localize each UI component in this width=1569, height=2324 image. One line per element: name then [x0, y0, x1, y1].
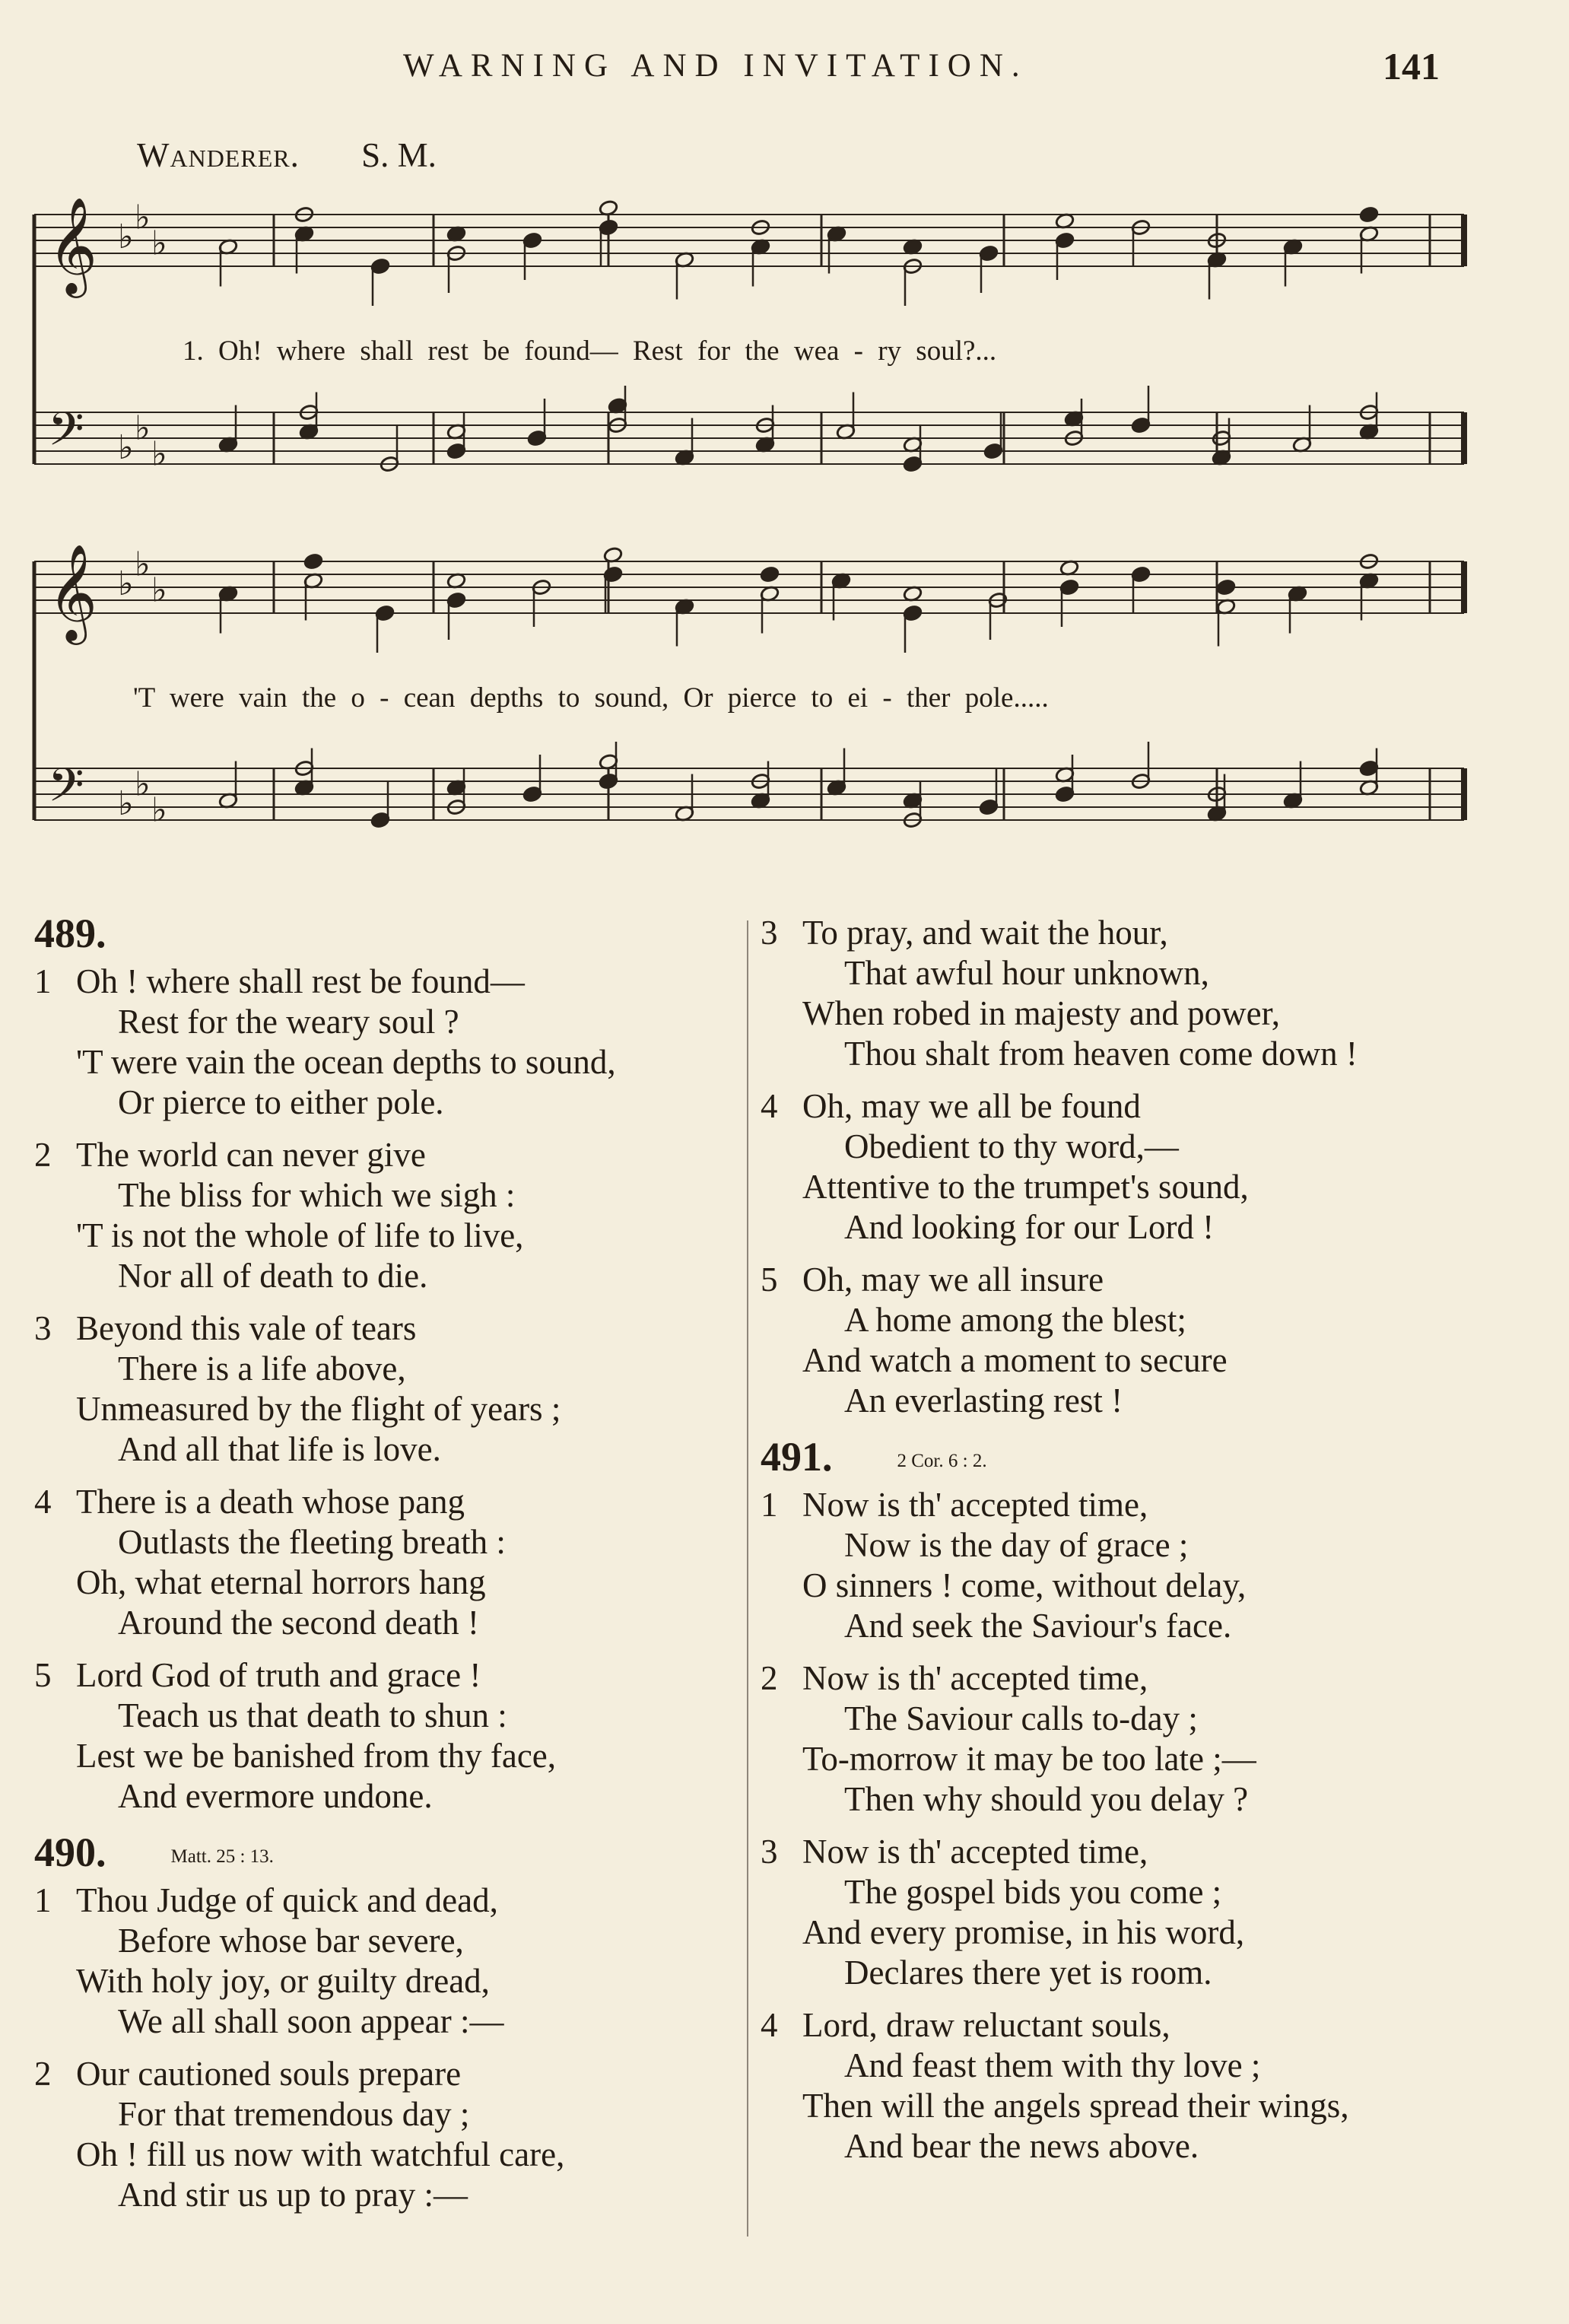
verse-text: And watch a moment to secure [802, 1341, 1228, 1379]
verse [34, 1135, 742, 1296]
verse-text: Now is th' accepted time, [802, 1486, 1148, 1524]
verse-text: Oh ! fill us now with watchful care, [76, 2135, 565, 2173]
verse-text: Then will the angels spread their wings, [802, 2087, 1349, 2125]
running-title: WARNING AND INVITATION. [403, 48, 1028, 84]
bass-clef-icon: 𝄢 [48, 758, 84, 824]
flat-icon: ♭ [118, 428, 134, 467]
verse-text: Now is th' accepted time, [802, 1659, 1148, 1697]
verse-line [761, 1699, 1536, 1739]
verse-number: 4 [34, 1483, 52, 1521]
verse [34, 1655, 742, 1817]
verse-line [34, 1256, 742, 1296]
verse-line [34, 1881, 742, 1921]
verse-line [34, 1349, 742, 1389]
verse [761, 1832, 1536, 1993]
verse [761, 1658, 1536, 1820]
verse-line [761, 2126, 1536, 2167]
verse-text: Or pierce to either pole. [118, 1083, 444, 1121]
bass-clef-icon: 𝄢 [48, 402, 84, 468]
verse-line [34, 1482, 742, 1522]
verse-text: Thou shalt from heaven come down ! [844, 1035, 1358, 1073]
scripture-reference: Matt. 25 : 13. [170, 1846, 274, 1867]
verse-text: The gospel bids you come ; [844, 1873, 1222, 1911]
left-column [34, 910, 742, 2227]
verse-text: The bliss for which we sigh : [118, 1176, 516, 1214]
verse-text: Teach us that death to shun : [118, 1696, 507, 1734]
hymn-489-verses [34, 962, 742, 1817]
verse-text: Oh ! where shall rest be found— [76, 962, 525, 1000]
verse-text: Thou Judge of quick and dead, [76, 1881, 498, 1919]
verse-line [34, 2094, 742, 2135]
note-head [1216, 579, 1236, 596]
hymn-number: 491. [761, 1434, 833, 1480]
lyric-line-2: 'T were vain the o - cean depths to sound, Or pierce to ei - ther pole..... [133, 682, 1049, 714]
verse-text: Oh, may we all insure [802, 1261, 1104, 1299]
verse-line [761, 1779, 1536, 1820]
verse-line [761, 953, 1536, 994]
tune-heading [137, 135, 437, 175]
verse-line [34, 1776, 742, 1817]
verse-text: A home among the blest; [844, 1301, 1186, 1339]
verse-line [761, 1340, 1536, 1381]
verse-line [761, 1525, 1536, 1566]
flat-icon: ♭ [151, 434, 167, 474]
music-score [0, 175, 1569, 905]
verse-text: Oh, may we all be found [802, 1087, 1141, 1125]
hymn-number-489 [34, 910, 742, 960]
verse-text: Around the second death ! [118, 1604, 479, 1642]
verse-text: Outlasts the fleeting breath : [118, 1523, 506, 1561]
flat-icon: ♭ [135, 409, 151, 448]
verse-line [34, 1522, 742, 1563]
verse-line [761, 1872, 1536, 1912]
verse-number: 3 [34, 1309, 52, 1347]
verse-line [761, 2086, 1536, 2126]
verse-line [761, 2046, 1536, 2086]
flat-icon: ♭ [151, 224, 167, 263]
verse-text: Our cautioned souls prepare [76, 2055, 462, 2093]
verse-text: And all that life is love. [118, 1430, 441, 1468]
flat-icon: ♭ [135, 545, 151, 584]
verse [34, 962, 742, 1123]
lyric-line-1: 1. Oh! where shall rest be found— Rest for the wea - ry soul?... [183, 335, 997, 367]
running-header [0, 47, 1569, 93]
verse-number: 3 [761, 914, 778, 952]
tune-meter: S. M. [361, 136, 437, 174]
right-column [761, 910, 1536, 2179]
verse [761, 1086, 1536, 1248]
verse-text: And feast them with thy love ; [844, 2046, 1261, 2084]
treble-clef-icon: 𝄞 [48, 196, 98, 294]
verse-text: There is a life above, [118, 1350, 406, 1388]
verse [34, 1482, 742, 1643]
verse-line [761, 1260, 1536, 1300]
flat-icon: ♭ [118, 564, 134, 603]
verse-text: Declares there yet is room. [844, 1954, 1212, 1992]
verse-number: 5 [761, 1261, 778, 1299]
verse-line [34, 1921, 742, 1961]
verse [34, 1881, 742, 2042]
verse-line [761, 994, 1536, 1034]
hymn-number: 490. [34, 1830, 106, 1875]
note-head [1359, 206, 1379, 224]
verse-text: 'T were vain the ocean depths to sound, [76, 1043, 616, 1081]
verse-line [761, 1127, 1536, 1167]
verse-text: And looking for our Lord ! [844, 1208, 1215, 1246]
verse-line [34, 1216, 742, 1256]
verse-text: Rest for the weary soul ? [118, 1003, 459, 1041]
verse [761, 913, 1536, 1074]
verse-number: 1 [34, 1881, 52, 1919]
verse-line [34, 1389, 742, 1429]
verse-line [34, 2175, 742, 2215]
flat-icon: ♭ [151, 571, 167, 610]
verse-number: 2 [34, 1136, 52, 1174]
verse-number: 2 [761, 1659, 778, 1697]
verse-text: Nor all of death to die. [118, 1257, 428, 1295]
verse-text: 'T is not the whole of life to live, [76, 1216, 524, 1254]
verse-line [34, 1308, 742, 1349]
verse-line [34, 1563, 742, 1603]
verse-line [34, 1961, 742, 2001]
verse-line [34, 1429, 742, 1470]
note-head [760, 566, 780, 583]
verse-number: 4 [761, 2006, 778, 2044]
hymn-491-verses [761, 1485, 1536, 2167]
treble-clef-icon: 𝄞 [48, 543, 98, 641]
verse-text: And stir us up to pray :— [118, 2176, 468, 2214]
verse-line [34, 2054, 742, 2094]
verse-number: 1 [34, 962, 52, 1000]
scripture-reference: 2 Cor. 6 : 2. [897, 1450, 987, 1471]
verse-text: An everlasting rest ! [844, 1381, 1123, 1420]
verse-line [34, 1135, 742, 1175]
verse-text: Lord, draw reluctant souls, [802, 2006, 1170, 2044]
page-number: 141 [1383, 45, 1440, 87]
tune-name: Wanderer. [137, 136, 300, 174]
verse-text: And seek the Saviour's face. [844, 1607, 1232, 1645]
verse-line [34, 2001, 742, 2042]
verse-text: And bear the news above. [844, 2127, 1199, 2165]
verse [761, 1260, 1536, 1421]
hymn-number-491 [761, 1433, 1536, 1483]
verse-line [761, 913, 1536, 953]
note-head [303, 553, 323, 571]
score-staves [34, 196, 1464, 830]
verse-text: Oh, what eternal horrors hang [76, 1563, 486, 1601]
verse [761, 1485, 1536, 1646]
verse-text: The world can never give [76, 1136, 426, 1174]
verse-line [761, 1167, 1536, 1207]
verse-text: Attentive to the trumpet's sound, [802, 1168, 1249, 1206]
verse-text: For that tremendous day ; [118, 2095, 470, 2133]
verse-line [34, 1042, 742, 1083]
verse-line [761, 1912, 1536, 1953]
flat-icon: ♭ [151, 790, 167, 830]
verse-text: Before whose bar severe, [118, 1922, 464, 1960]
verse-line [34, 1655, 742, 1696]
verse-text: With holy joy, or guilty dread, [76, 1962, 490, 2000]
verse-line [761, 1300, 1536, 1340]
flat-icon: ♭ [118, 784, 134, 823]
verse-line [761, 2005, 1536, 2046]
verse-line [761, 1832, 1536, 1872]
verse-number: 2 [34, 2055, 52, 2093]
verse-text: That awful hour unknown, [844, 954, 1209, 992]
hymn-490-verses-right [761, 913, 1536, 1421]
hymn-490-verses-left [34, 1881, 742, 2215]
verse-line [34, 962, 742, 1002]
verse-text: O sinners ! come, without delay, [802, 1566, 1247, 1604]
verse-text: Lest we be banished from thy face, [76, 1737, 557, 1775]
verse-text: Obedient to thy word,— [844, 1127, 1179, 1165]
verse [761, 2005, 1536, 2167]
verse-line [761, 1086, 1536, 1127]
hymn-number: 489. [34, 911, 106, 956]
verse-number: 3 [761, 1833, 778, 1871]
verse-line [761, 1207, 1536, 1248]
verse-text: Unmeasured by the flight of years ; [76, 1390, 561, 1428]
verse-line [761, 1381, 1536, 1421]
verse [34, 2054, 742, 2215]
verse-line [761, 1739, 1536, 1779]
column-divider [747, 920, 748, 2237]
verse-line [34, 1603, 742, 1643]
verse-line [34, 1736, 742, 1776]
verse-text: To-morrow it may be too late ;— [802, 1740, 1256, 1778]
verse-text: And every promise, in his word, [802, 1913, 1245, 1951]
verse-number: 5 [34, 1656, 52, 1694]
verse-line [761, 1566, 1536, 1606]
flat-icon: ♭ [135, 198, 151, 237]
verse-text: Now is th' accepted time, [802, 1833, 1148, 1871]
hymn-number-490 [34, 1829, 742, 1879]
verse-text: When robed in majesty and power, [802, 994, 1281, 1032]
verse-line [34, 1696, 742, 1736]
flat-icon: ♭ [118, 218, 134, 256]
verse-text: Then why should you delay ? [844, 1780, 1249, 1818]
verse-line [761, 1034, 1536, 1074]
verse-line [761, 1658, 1536, 1699]
verse-line [761, 1606, 1536, 1646]
verse-text: The Saviour calls to-day ; [844, 1699, 1198, 1737]
verse-number: 1 [761, 1486, 778, 1524]
verse-text: We all shall soon appear :— [118, 2002, 504, 2040]
verse [34, 1308, 742, 1470]
verse-text: To pray, and wait the hour, [802, 914, 1168, 952]
verse-line [761, 1485, 1536, 1525]
verse-text: Lord God of truth and grace ! [76, 1656, 481, 1694]
verse-text: Beyond this vale of tears [76, 1309, 417, 1347]
verse-line [34, 2135, 742, 2175]
verse-line [34, 1002, 742, 1042]
verse-line [34, 1175, 742, 1216]
verse-line [761, 1953, 1536, 1993]
verse-number: 4 [761, 1087, 778, 1125]
verse-text: There is a death whose pang [76, 1483, 465, 1521]
verse-line [34, 1083, 742, 1123]
verse-text: And evermore undone. [118, 1777, 433, 1815]
verse-text: Now is the day of grace ; [844, 1526, 1189, 1564]
flat-icon: ♭ [135, 765, 151, 804]
